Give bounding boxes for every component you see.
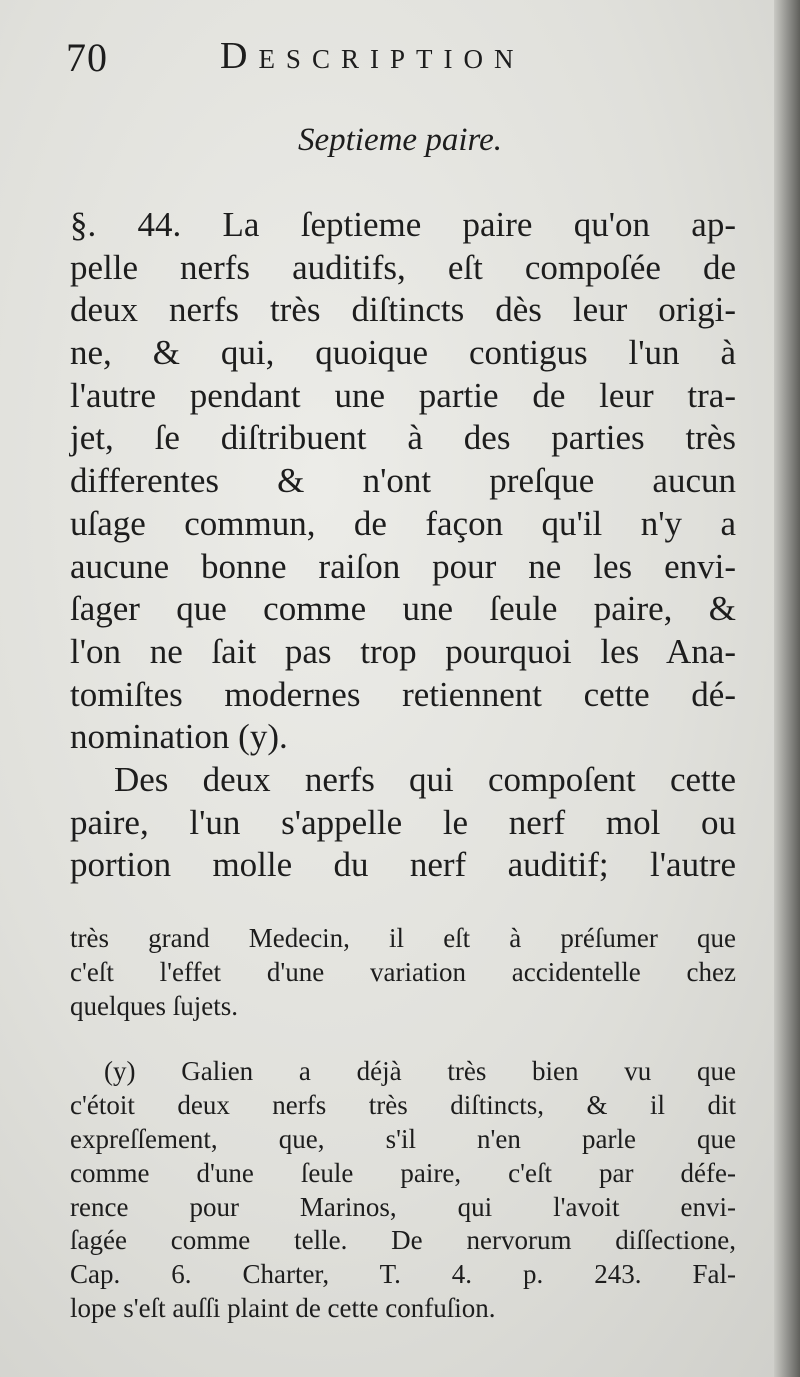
paragraph [70, 204, 736, 759]
footnotes [70, 922, 736, 1326]
text-line: ſager que comme une ſeule paire, & [70, 589, 736, 629]
footnote [70, 922, 736, 1023]
footnote-line: c'étoit deux nerfs très diſtincts, & il dit [70, 1090, 736, 1121]
footnote-line: expreſſement, que, s'il n'en parle que [70, 1123, 736, 1154]
text-line: tomiſtes modernes retiennent cette dé- [70, 674, 736, 714]
footnote-line: rence pour Marinos, qui l'avoit envi- [70, 1191, 736, 1222]
text-line: portion molle du nerf auditif; l'autre [70, 845, 736, 885]
footnote [70, 1055, 736, 1325]
paragraph [70, 759, 736, 887]
text-line: l'on ne ſait pas trop pourquoi les Ana- [70, 631, 736, 671]
main-text [70, 204, 736, 887]
text-line: aucune bonne raiſon pour ne les envi- [70, 546, 736, 586]
text-line: jet, ſe diſtribuent à des parties très [70, 418, 736, 458]
footnote-line: lope s'eſt auſſi plaint de cette confuſion. [70, 1292, 496, 1323]
section-title: Septieme paire. [297, 122, 503, 158]
footnote-line: (y) Galien a déjà très bien vu que [104, 1056, 736, 1087]
footnote-line: très grand Medecin, il eſt à préſumer que [70, 923, 736, 953]
text-line: l'autre pendant une partie de leur tra- [70, 375, 736, 415]
text-line: uſage commun, de façon qu'il n'y a [70, 503, 736, 543]
text-line: nomination (y). [70, 717, 288, 757]
page-number: 70 [66, 35, 108, 80]
text-line: deux nerfs très diſtincts dès leur origi- [70, 290, 736, 330]
text-line: pelle nerfs auditifs, eſt compoſée de [70, 247, 736, 287]
footnote-line: Cap. 6. Charter, T. 4. p. 243. Fal- [70, 1259, 736, 1290]
running-head: Description [220, 35, 525, 77]
footnote-line: quelques ſujets. [70, 990, 238, 1021]
footnote-line: comme d'une ſeule paire, c'eſt par défe- [70, 1157, 736, 1188]
text-line: paire, l'un s'appelle le nerf mol ou [70, 802, 736, 842]
text-line: Des deux nerfs qui compoſent cette [114, 759, 736, 799]
footnote-line: c'eſt l'effet d'une variation accidentelle chez [70, 956, 736, 987]
footnote-line: ſagée comme telle. De nervorum diſſectione, [70, 1225, 736, 1256]
page-gutter-shadow [774, 0, 800, 1377]
text-line: §. 44. La ſeptieme paire qu'on ap- [70, 205, 736, 244]
text-line: ne, & qui, quoique contigus l'un à [70, 333, 736, 373]
text-line: differentes & n'ont preſque aucun [70, 461, 736, 501]
